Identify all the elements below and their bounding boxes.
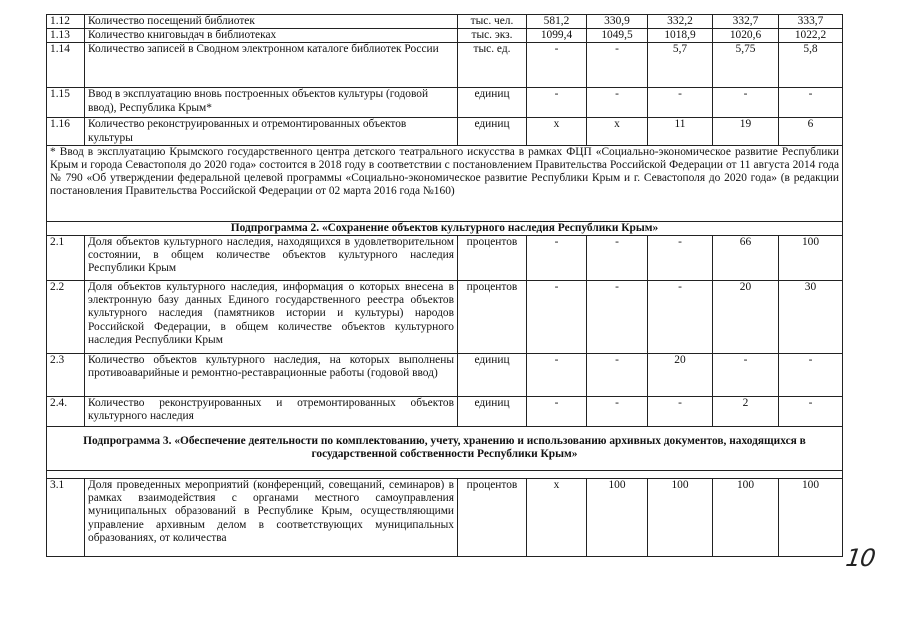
unit-cell: единиц	[458, 354, 527, 397]
unit-cell: процентов	[458, 479, 527, 557]
value-cell: 100	[713, 479, 779, 557]
indicator-name: Количество книговыдач в библиотеках	[85, 29, 458, 43]
value-cell: -	[527, 43, 587, 88]
value-cell: 100	[587, 479, 648, 557]
value-cell: 11	[648, 118, 713, 145]
value-cell: 1099,4	[527, 29, 587, 43]
handwritten-page-number: 10	[844, 544, 877, 572]
value-cell: 330,9	[587, 15, 648, 29]
value-cell: -	[713, 88, 779, 118]
indicators-table	[46, 14, 843, 557]
value-cell: -	[779, 397, 843, 427]
value-cell: 1020,6	[713, 29, 779, 43]
table-row	[47, 281, 843, 354]
value-cell: -	[587, 43, 648, 88]
indicator-name: Количество записей в Сводном электронном каталоге библиотек России	[85, 43, 458, 88]
footnote-row	[47, 145, 843, 221]
value-cell: 1049,5	[587, 29, 648, 43]
value-cell: -	[587, 88, 648, 118]
value-cell: 5,8	[779, 43, 843, 88]
value-cell: 332,7	[713, 15, 779, 29]
unit-cell: единиц	[458, 88, 527, 118]
subprogram-3-title: Подпрограмма 3. «Обеспечение деятельности по комплектованию, учету, хранению и использованию архивных документов, находящихся в государственной собственности Республики Крым»	[47, 427, 843, 471]
value-cell: 100	[779, 479, 843, 557]
value-cell: -	[527, 281, 587, 354]
unit-cell: единиц	[458, 118, 527, 145]
row-number: 2.1	[47, 236, 85, 281]
row-number: 1.14	[47, 43, 85, 88]
value-cell: -	[527, 397, 587, 427]
value-cell: х	[527, 479, 587, 557]
row-number: 1.16	[47, 118, 85, 145]
indicator-name: Количество реконструированных и отремонтированных объектов культурного наследия	[85, 397, 458, 427]
unit-cell: тыс. ед.	[458, 43, 527, 88]
value-cell: 66	[713, 236, 779, 281]
value-cell: -	[527, 354, 587, 397]
value-cell: -	[779, 88, 843, 118]
value-cell: -	[648, 88, 713, 118]
value-cell: 581,2	[527, 15, 587, 29]
value-cell: 20	[713, 281, 779, 354]
value-cell: -	[587, 354, 648, 397]
table-row	[47, 43, 843, 88]
indicator-name: Количество посещений библиотек	[85, 15, 458, 29]
value-cell: -	[587, 281, 648, 354]
table-row	[47, 15, 843, 29]
indicator-name: Доля проведенных мероприятий (конференций, совещаний, семинаров) в рамках взаимодействия с органами местного самоуправления муниципальных образований в Республике Крым, осуществляющими управление архивным делом в соответствующих муниципальных образованиях, от количества	[85, 479, 458, 557]
value-cell: 30	[779, 281, 843, 354]
unit-cell: единиц	[458, 397, 527, 427]
table-row	[47, 479, 843, 557]
footnote-text: * Ввод в эксплуатацию Крымского государственного центра детского театрального искусства в рамках ФЦП «Социально-экономическое развитие Республики Крым и города Севастополя до 2020 года» состоится в 2018 году в соответствии с постановлением Правительства Российской Федерации от 11 августа 2014 года № 790 «Об утверждении федеральной целевой программы «Социально-экономическое развитие Республики Крым и г. Севастополя до 2020 года» (в редакции постановления Правительства Российской Федерации от 02 марта 2016 года №160)	[47, 145, 843, 221]
value-cell: -	[713, 354, 779, 397]
indicator-name: Ввод в эксплуатацию вновь построенных объектов культуры (годовой ввод), Республика Крым*	[85, 88, 458, 118]
section-header-row	[47, 221, 843, 235]
unit-cell: тыс. экз.	[458, 29, 527, 43]
table-row	[47, 29, 843, 43]
indicator-name: Количество объектов культурного наследия, на которых выполнены противоаварийные и ремонтно-реставрационные работы (годовой ввод)	[85, 354, 458, 397]
value-cell: -	[779, 354, 843, 397]
unit-cell: процентов	[458, 281, 527, 354]
section-header-row	[47, 427, 843, 471]
value-cell: х	[527, 118, 587, 145]
value-cell: -	[648, 281, 713, 354]
row-number: 1.13	[47, 29, 85, 43]
value-cell: -	[587, 397, 648, 427]
table-row	[47, 88, 843, 118]
value-cell: 6	[779, 118, 843, 145]
indicator-name: Доля объектов культурного наследия, информация о которых внесена в электронную базу данных Единого государственного реестра объектов культурного наследия (памятников истории и культуры) народов Российской Федерации, в общем количестве объектов культурного наследия Республики Крым	[85, 281, 458, 354]
value-cell: 1018,9	[648, 29, 713, 43]
row-number: 2.4.	[47, 397, 85, 427]
value-cell: 332,2	[648, 15, 713, 29]
spacer-cell	[47, 471, 843, 479]
subprogram-2-title: Подпрограмма 2. «Сохранение объектов культурного наследия Республики Крым»	[47, 221, 843, 235]
table-row	[47, 397, 843, 427]
value-cell: 2	[713, 397, 779, 427]
indicator-name: Доля объектов культурного наследия, находящихся в удовлетворительном состоянии, в общем количестве объектов культурного наследия Республики Крым	[85, 236, 458, 281]
spacer-row	[47, 471, 843, 479]
value-cell: -	[527, 88, 587, 118]
table-row	[47, 354, 843, 397]
table-row	[47, 236, 843, 281]
value-cell: 1022,2	[779, 29, 843, 43]
value-cell: -	[527, 236, 587, 281]
row-number: 2.2	[47, 281, 85, 354]
value-cell: 5,75	[713, 43, 779, 88]
row-number: 3.1	[47, 479, 85, 557]
unit-cell: процентов	[458, 236, 527, 281]
value-cell: 100	[779, 236, 843, 281]
row-number: 1.15	[47, 88, 85, 118]
value-cell: 5,7	[648, 43, 713, 88]
indicator-name: Количество реконструированных и отремонтированных объектов культуры	[85, 118, 458, 145]
value-cell: 20	[648, 354, 713, 397]
value-cell: 100	[648, 479, 713, 557]
row-number: 1.12	[47, 15, 85, 29]
row-number: 2.3	[47, 354, 85, 397]
value-cell: -	[648, 397, 713, 427]
unit-cell: тыс. чел.	[458, 15, 527, 29]
value-cell: 333,7	[779, 15, 843, 29]
value-cell: -	[587, 236, 648, 281]
value-cell: 19	[713, 118, 779, 145]
value-cell: х	[587, 118, 648, 145]
value-cell: -	[648, 236, 713, 281]
table-row	[47, 118, 843, 145]
